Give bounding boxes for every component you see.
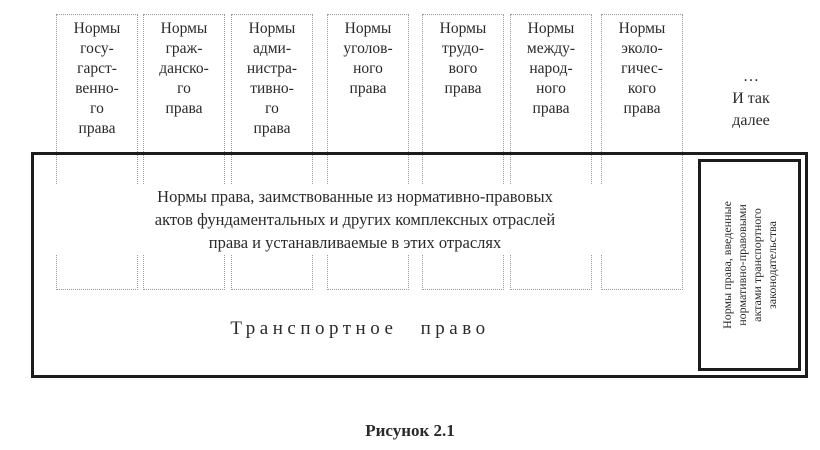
column-label: Нормы госу- гарст- венно- го права (73, 20, 121, 137)
column-label: Нормы между- народ- ного права (526, 20, 576, 117)
transport-law-title: Транспортное право (230, 318, 490, 339)
column-label: Нормы эколо- гичес- кого права (618, 20, 666, 117)
column-label: Нормы граж- данско- го права (159, 20, 209, 117)
borrowed-norms-text: Нормы права, заимствованные из нормативно-правовых актов фундаментальных и других комплексных отраслей права и устанавливаемые в этих отраслях (50, 185, 660, 254)
figure-caption: Рисунок 2.1 (365, 421, 455, 440)
column-label: Нормы адми- нистра- тивно- го права (246, 20, 298, 137)
column-label: Нормы уголов- ного права (343, 20, 393, 97)
column-label: Нормы трудо- вого права (439, 20, 487, 97)
own-norms-text: Нормы права, введенные нормативно-правовыми актами транспортного законодательства (719, 201, 779, 329)
own-norms-box (698, 159, 801, 371)
etc-label: … И так далее (732, 68, 770, 129)
